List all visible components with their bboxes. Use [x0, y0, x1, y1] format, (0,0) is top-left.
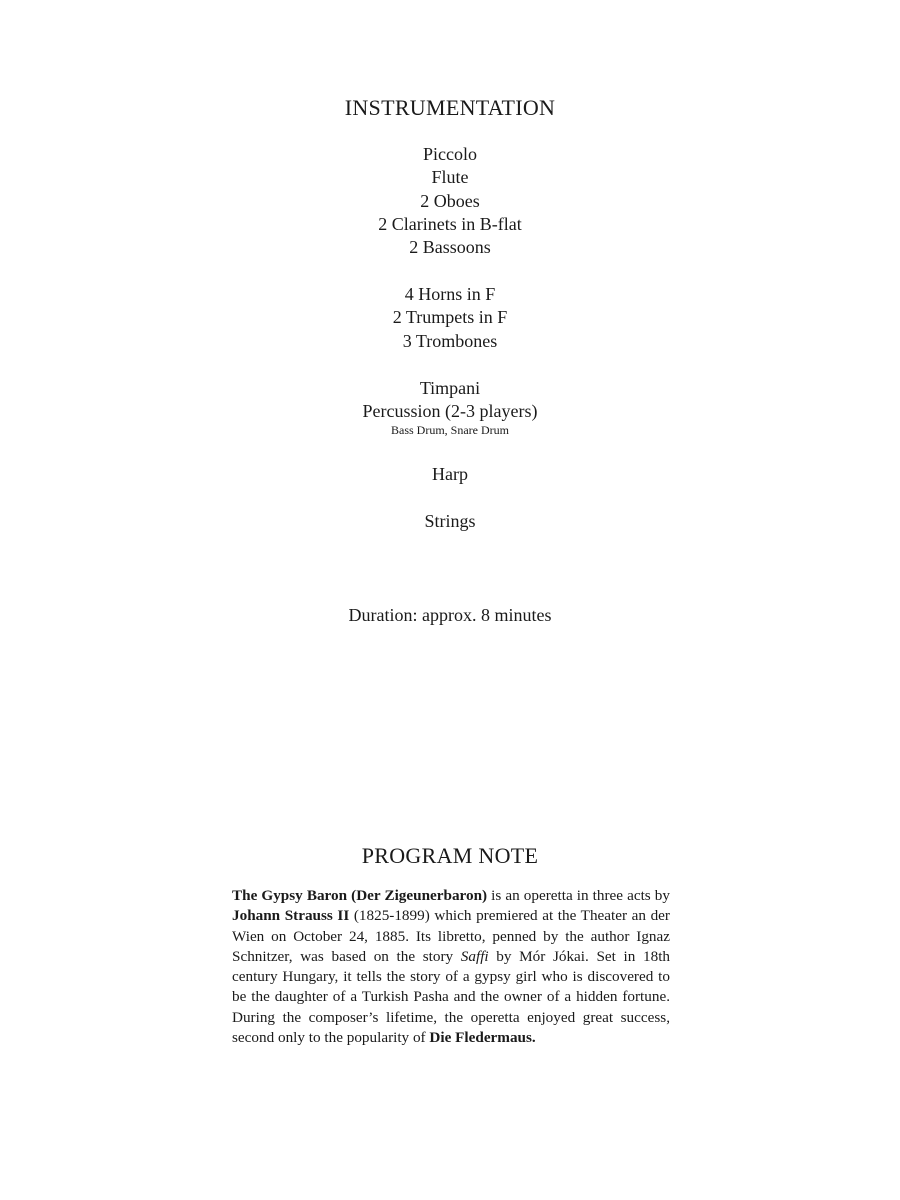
- program-note-body: [232, 886, 670, 1048]
- instrument-flute: Flute: [431, 167, 469, 188]
- note-text-3: by Mór Jókai. Set in 18th century Hungary, it tells the story of a gypsy girl who is discovered to be the daughter of a Turkish Pasha and the owner of a hidden fortune. During the composer’s lifetime, the operetta enjoyed great success, second only to the popularity of: [232, 947, 671, 1047]
- instrument-oboes: 2 Oboes: [420, 190, 480, 211]
- composer-name: Johann Strauss II: [232, 907, 350, 925]
- instrument-trombones: 3 Trombones: [402, 330, 498, 351]
- instrument-timpani: Timpani: [419, 378, 481, 398]
- instrument-strings: Strings: [424, 511, 476, 531]
- note-text-1: is an operetta in three acts by: [487, 887, 670, 904]
- instrumentation-heading: INSTRUMENTATION: [344, 95, 556, 120]
- program-note-heading: PROGRAM NOTE: [361, 843, 539, 868]
- strings-group: [0, 510, 900, 533]
- instrument-trumpets: 2 Trumpets in F: [392, 307, 508, 328]
- percussion-detail: Bass Drum, Snare Drum: [391, 422, 509, 437]
- instrument-clarinets: 2 Clarinets in B-flat: [378, 213, 522, 234]
- percussion-group: [0, 377, 900, 436]
- other-work-title: Die Fledermaus.: [429, 1029, 536, 1047]
- instrument-percussion: Percussion (2-3 players): [362, 401, 538, 422]
- brass-group: [0, 283, 900, 353]
- woodwinds-group: [0, 143, 900, 259]
- instrument-harp: Harp: [432, 464, 468, 484]
- instrument-piccolo: Piccolo: [423, 144, 477, 164]
- work-title: The Gypsy Baron (Der Zigeunerbaron): [232, 887, 488, 904]
- note-text-2: (1825-1899) which premiered at the Theater an der Wien on October 24, 1885. Its libretto, penned by the author Ignaz Schnitzer, was based on the story: [232, 907, 670, 965]
- instrument-horns: 4 Horns in F: [404, 284, 496, 304]
- story-title: Saffi: [460, 947, 489, 965]
- instrument-bassoons: 2 Bassoons: [409, 237, 491, 258]
- duration-text: Duration: approx. 8 minutes: [348, 605, 552, 625]
- harp-group: [0, 463, 900, 486]
